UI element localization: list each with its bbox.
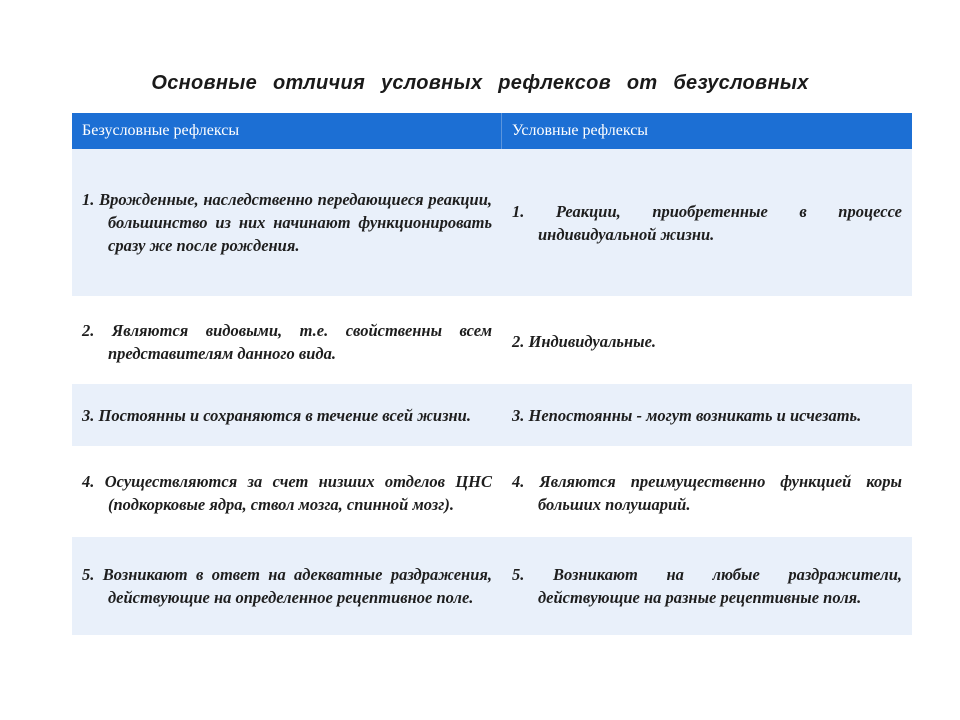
- unconditioned-cell: [72, 149, 502, 296]
- cell-text: 2. Индивидуальные.: [512, 332, 657, 351]
- unconditioned-cell: [72, 384, 502, 446]
- column-header-unconditioned: Безусловные рефлексы: [72, 113, 502, 149]
- comparison-table: [72, 113, 912, 635]
- table-header-row: [72, 113, 912, 149]
- cell-text: 1. Реакции, приобретенные в процессе индивидуальной жизни.: [512, 201, 902, 244]
- cell-text: 3. Постоянны и сохраняются в течение всей жизни.: [82, 405, 471, 425]
- table-row: [72, 537, 912, 635]
- unconditioned-cell: [72, 299, 502, 384]
- conditioned-cell: [502, 384, 912, 446]
- table-row: [72, 384, 912, 446]
- cell-text: 4. Осуществляются за счет низших отделов ЦНС (подкорковые ядра, ствол мозга, спинной мозг).: [82, 472, 492, 514]
- table-row: [72, 299, 912, 384]
- conditioned-cell: [502, 449, 912, 537]
- unconditioned-cell: [72, 449, 502, 537]
- cell-text: 4. Являются преимущественно функцией коры больших полушарий.: [512, 472, 902, 514]
- conditioned-cell: [502, 149, 912, 296]
- cell-text: 5. Возникают на любые раздражители, действующие на разные рецептивные поля.: [512, 565, 902, 607]
- cell-text: 3. Непостоянны - могут возникать и исчезать.: [512, 405, 862, 425]
- cell-text: 2. Являются видовыми, т.е. свойственны всем представителям данного вида.: [82, 320, 492, 363]
- column-header-conditioned: Условные рефлексы: [502, 113, 912, 149]
- table-row: [72, 449, 912, 537]
- cell-text: 1. Врожденные, наследственно передающиеся реакции, большинство из них начинают функционировать сразу же после рождения.: [82, 190, 492, 255]
- page-title: Основные отличия условных рефлексов от безусловных: [151, 72, 809, 94]
- table-row: [72, 149, 912, 296]
- cell-text: 5. Возникают в ответ на адекватные раздражения, действующие на определенное рецептивное поле.: [82, 565, 492, 607]
- conditioned-cell: [502, 537, 912, 635]
- unconditioned-cell: [72, 537, 502, 635]
- conditioned-cell: [502, 299, 912, 384]
